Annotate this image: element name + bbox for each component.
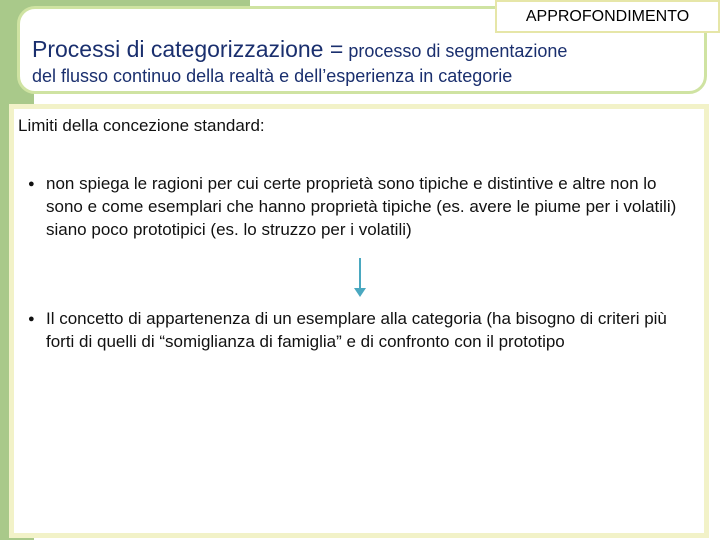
section-badge: APPROFONDIMENTO [495,0,720,33]
bullet-text-1: non spiega le ragioni per cui certe proprietà sono tipiche e distintive e altre non lo sono e come esemplari che hanno proprietà tipiche (es. avere le piume per i volatili) siano poco prototipici (es. lo struzzo per i volatili) [46,174,677,239]
slide-title [32,36,567,63]
arrow-down-icon [350,256,370,298]
slide-subtitle: del flusso continuo della realtà e dell’esperienza in categorie [32,66,513,86]
bullet-marker-1: ● [28,178,35,190]
bullet-text-2: Il concetto di appartenenza di un esemplare alla categoria (ha bisogno di criteri più forti di quelli di “somiglianza di famiglia” e di confronto con il prototipo [46,309,667,351]
title-rest: processo di segmentazione [343,41,568,61]
title-main: Processi di categorizzazione = [32,36,344,62]
bullet-marker-2: ● [28,313,35,325]
content-heading: Limiti della concezione standard: [18,116,265,135]
